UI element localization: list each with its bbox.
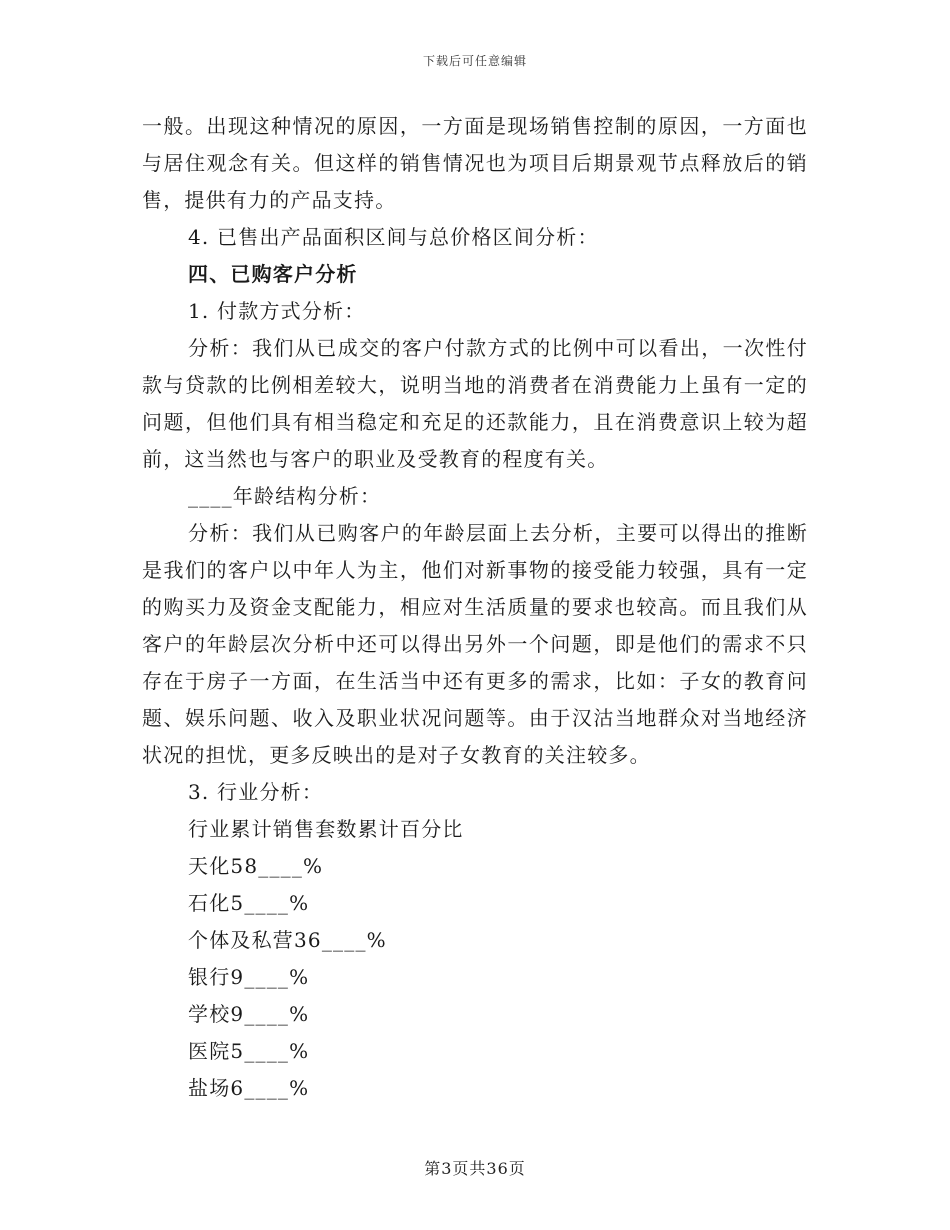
heading-area-price-analysis: 4. 已售出产品面积区间与总价格区间分析： <box>188 225 599 249</box>
industry-row: 天化58____% <box>188 854 324 878</box>
heading-industry-analysis: 3. 行业分析： <box>188 780 324 804</box>
heading-age-analysis: ____年龄结构分析： <box>188 484 382 508</box>
section-title-customer-analysis: 四、已购客户分析 <box>188 262 358 286</box>
industry-row: 石化5____% <box>188 891 310 915</box>
industry-row: 医院5____% <box>188 1039 310 1063</box>
industry-row: 盐场6____% <box>188 1076 310 1100</box>
industry-row: 银行9____% <box>188 965 310 989</box>
paragraph-payment-analysis: 分析：我们从已成交的客户付款方式的比例中可以看出，一次性付款与贷款的比例相差较大，说明当地的消费者在消费能力上虽有一定的问题，但他们具有相当稳定和充足的还款能力，且在消费意识上较为超前，这当然也与客户的职业及受教育的程度有关。 <box>142 336 808 471</box>
page-footer: 第3页共36页 <box>424 1159 526 1178</box>
industry-table-header: 行业累计销售套数累计百分比 <box>188 817 464 841</box>
paragraph-age-analysis: 分析：我们从已购客户的年龄层面上去分析，主要可以得出的推断是我们的客户以中年人为主，他们对新事物的接受能力较强，具有一定的购买力及资金支配能力，相应对生活质量的要求也较高。而且我们从客户的年龄层次分析中还可以得出另外一个问题，即是他们的需求不只存在于房子一方面，在生活当中还有更多的需求，比如：子女的教育问题、娱乐问题、收入及职业状况问题等。由于汉沽当地群众对当地经济状况的担忧，更多反映出的是对子女教育的关注较多。 <box>142 521 808 767</box>
paragraph-sales-situation: 一般。出现这种情况的原因，一方面是现场销售控制的原因，一方面也与居住观念有关。但这样的销售情况也为项目后期景观节点释放后的销售，提供有力的产品支持。 <box>142 114 808 212</box>
page-header: 下载后可任意编辑 <box>422 54 527 68</box>
heading-payment-analysis: 1. 付款方式分析： <box>188 299 366 323</box>
industry-row: 个体及私营36____% <box>188 928 387 952</box>
document-body <box>142 108 808 1107</box>
industry-row: 学校9____% <box>188 1002 310 1026</box>
